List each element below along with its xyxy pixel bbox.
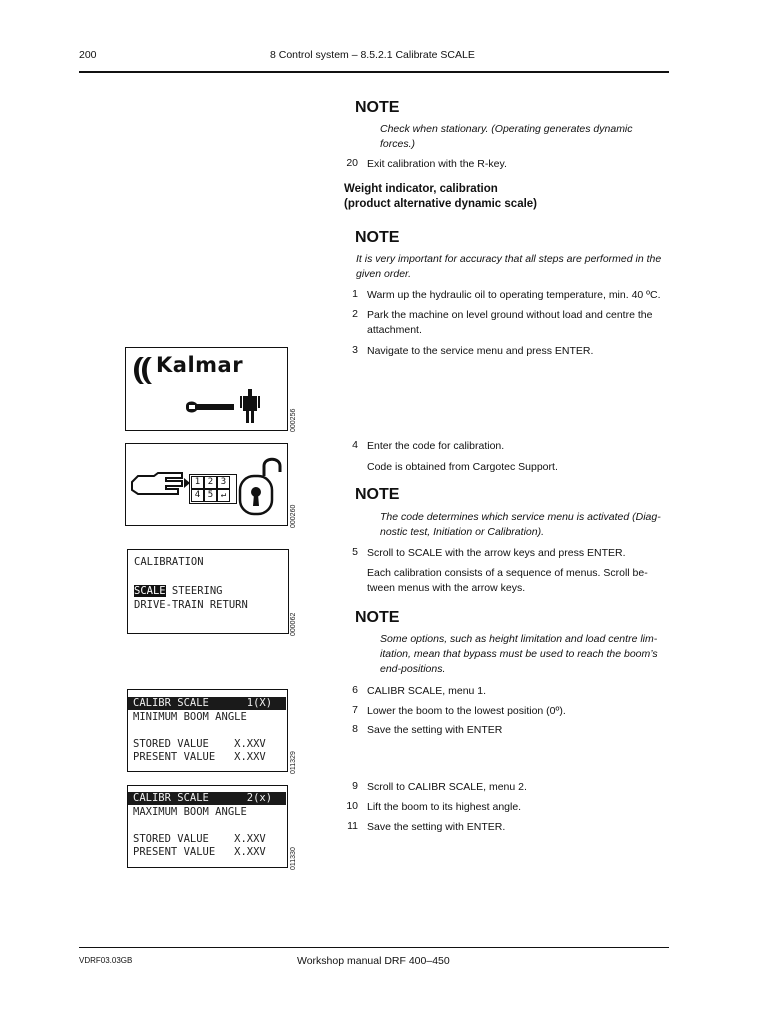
lcd-item: STEERING — [165, 585, 223, 597]
step-text: Navigate to the service menu and press ENTER. — [367, 345, 594, 357]
lcd-header-bar: CALIBR SCALE 2(x) — [128, 792, 286, 805]
note-text: given order. — [356, 268, 412, 280]
calibration-menu-figure — [127, 549, 289, 634]
note-title: NOTE — [355, 229, 400, 246]
lcd-row — [134, 585, 223, 598]
figure-id: 000062 — [290, 612, 297, 636]
note-text: The code determines which service menu is activated (Diag- — [380, 511, 661, 523]
keypad-key: ↵ — [217, 489, 230, 502]
footer-rule — [79, 947, 669, 948]
step-text: Enter the code for calibration. — [367, 440, 505, 452]
lcd-header-bar: CALIBR SCALE 1(X) — [128, 697, 286, 710]
note-text: forces.) — [380, 138, 416, 150]
lcd-selected-item: SCALE — [134, 585, 166, 597]
kalmar-display-figure — [125, 347, 288, 431]
lcd-row: PRESENT VALUE X.XXV — [133, 846, 266, 858]
keypad-key: 3 — [217, 476, 230, 489]
code-entry-figure — [125, 443, 288, 526]
step-number: 10 — [346, 800, 358, 812]
page-number: 200 — [79, 49, 97, 61]
step-number: 7 — [352, 704, 358, 716]
calibr-scale-menu2-figure — [127, 785, 288, 868]
calibr-scale-menu1-figure — [127, 689, 288, 772]
step-text: attachment. — [367, 324, 422, 336]
unlocked-padlock-icon — [234, 452, 282, 518]
keypad-key: 2 — [204, 476, 217, 489]
note-title: NOTE — [355, 486, 400, 503]
section-title: 8 Control system – 8.5.2.1 Calibrate SCALE — [270, 49, 475, 61]
step-text: Scroll to SCALE with the arrow keys and press ENTER. — [367, 547, 626, 559]
keypad — [189, 474, 237, 504]
footer-title: Workshop manual DRF 400–450 — [297, 955, 450, 967]
note-text: It is very important for accuracy that all steps are performed in the — [356, 253, 662, 265]
step-number: 11 — [347, 820, 358, 832]
step-text: tween menus with the arrow keys. — [367, 582, 526, 594]
note-title: NOTE — [355, 99, 400, 116]
step-text: CALIBR SCALE, menu 1. — [367, 685, 487, 697]
doc-code: VDRF03.03GB — [79, 956, 133, 965]
step-text: Code is obtained from Cargotec Support. — [367, 461, 558, 473]
step-number: 5 — [352, 546, 358, 558]
procedure-heading: (product alternative dynamic scale) — [344, 198, 538, 210]
kalmar-logo-text: Kalmar — [156, 353, 244, 377]
step-text: Save the setting with ENTER. — [367, 821, 506, 833]
header-rule — [79, 71, 669, 73]
keypad-key: 1 — [191, 476, 204, 489]
step-number: 4 — [352, 439, 358, 451]
step-number: 3 — [352, 344, 358, 356]
lcd-row: PRESENT VALUE X.XXV — [133, 751, 266, 763]
figure-id: 000256 — [290, 408, 297, 432]
step-text: Each calibration consists of a sequence of menus. Scroll be- — [367, 567, 648, 579]
note-text: Check when stationary. (Operating generates dynamic — [380, 123, 633, 135]
step-text: Park the machine on level ground without load and centre the — [367, 309, 653, 321]
lcd-row: MINIMUM BOOM ANGLE — [133, 711, 247, 723]
keypad-key: 4 — [191, 489, 204, 502]
note-text: nostic test, Initiation or Calibration). — [380, 526, 544, 538]
figure-id: 011330 — [290, 847, 297, 870]
lcd-row: STORED VALUE X.XXV — [133, 738, 266, 750]
figure-id: 000260 — [290, 504, 297, 528]
step-number: 6 — [352, 684, 358, 696]
note-text: end-positions. — [380, 663, 446, 675]
note-text: Some options, such as height limitation and load centre lim- — [380, 633, 658, 645]
lcd-row: STORED VALUE X.XXV — [133, 833, 266, 845]
step-text: Scroll to CALIBR SCALE, menu 2. — [367, 781, 527, 793]
step-text: Lift the boom to its highest angle. — [367, 801, 522, 813]
step-number: 2 — [352, 308, 358, 320]
step-text: Save the setting with ENTER — [367, 724, 503, 736]
step-number: 9 — [352, 780, 358, 792]
keypad-key: 5 — [204, 489, 217, 502]
step-text: Exit calibration with the R-key. — [367, 158, 507, 170]
step-number: 8 — [352, 723, 358, 735]
procedure-heading: Weight indicator, calibration — [344, 183, 498, 195]
note-text: itation, mean that bypass must be used to reach the boom’s — [380, 648, 658, 660]
step-number: 20 — [346, 157, 358, 169]
note-title: NOTE — [355, 609, 400, 626]
step-text: Warm up the hydraulic oil to operating temperature, min. 40 ºC. — [367, 289, 661, 301]
lcd-row: MAXIMUM BOOM ANGLE — [133, 806, 247, 818]
figure-id: 011329 — [290, 751, 297, 774]
step-text: Lower the boom to the lowest position (0º). — [367, 705, 566, 717]
step-number: 1 — [352, 288, 358, 300]
lcd-row: DRIVE-TRAIN RETURN — [134, 599, 248, 611]
lcd-title: CALIBRATION — [134, 556, 204, 568]
